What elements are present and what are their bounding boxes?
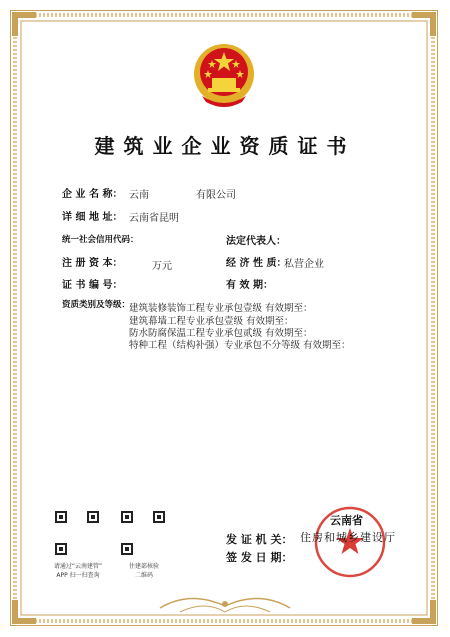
company-name-value-prefix: 云南 <box>129 190 149 201</box>
cert-no-label: 证 书 编 号： <box>62 280 123 291</box>
issuer-value: 住房和城乡建设厅 <box>300 531 396 544</box>
qr-code-ministry-verify <box>120 510 166 556</box>
legal-rep-label: 法定代表人： <box>226 236 286 247</box>
credit-code-label: 统一社会信用代码： <box>62 235 139 245</box>
capital-label: 注 册 资 本： <box>62 258 123 269</box>
qr-code-app-query <box>54 510 100 556</box>
validity-label: 有 效 期： <box>226 280 273 291</box>
address-label: 详 细 地 址： <box>62 212 123 223</box>
qualification-item: 建筑装修装饰工程专业承包壹级 有效期至： <box>129 303 313 314</box>
economy-label: 经 济 性 质： <box>226 258 287 269</box>
company-name-label: 企 业 名 称： <box>62 189 123 200</box>
qr-caption-right-1: 住建部核验 <box>128 563 159 570</box>
address-value: 云南省昆明 <box>129 213 179 224</box>
national-emblem-icon <box>188 40 260 112</box>
qualification-item: 建筑幕墙工程专业承包壹级 有效期至： <box>129 316 294 327</box>
qualification-item: 防水防腐保温工程专业承包贰级 有效期至： <box>129 328 313 339</box>
issuer-label: 发 证 机 关： <box>226 533 293 546</box>
economy-value: 私营企业 <box>284 259 324 270</box>
seal-province-text: 云南省 <box>330 514 363 527</box>
qr-caption-left-1: 请通过“云南建管” <box>53 563 103 570</box>
qualification-label: 资质类别及等级： <box>62 300 131 310</box>
certificate-title: 建筑业企业资质证书 <box>94 134 356 158</box>
issue-date-label: 签 发 日 期： <box>226 551 293 564</box>
capital-value: 万元 <box>152 261 172 272</box>
bottom-ornament <box>150 588 300 618</box>
qualification-item: 特种工程（结构补强）专业承包不分等级 有效期至： <box>129 340 351 351</box>
qr-caption-left-2: APP 扫一扫查询 <box>56 572 100 579</box>
company-name-value-suffix: 有限公司 <box>196 190 236 201</box>
qr-caption-right-2: 二维码 <box>134 572 153 579</box>
